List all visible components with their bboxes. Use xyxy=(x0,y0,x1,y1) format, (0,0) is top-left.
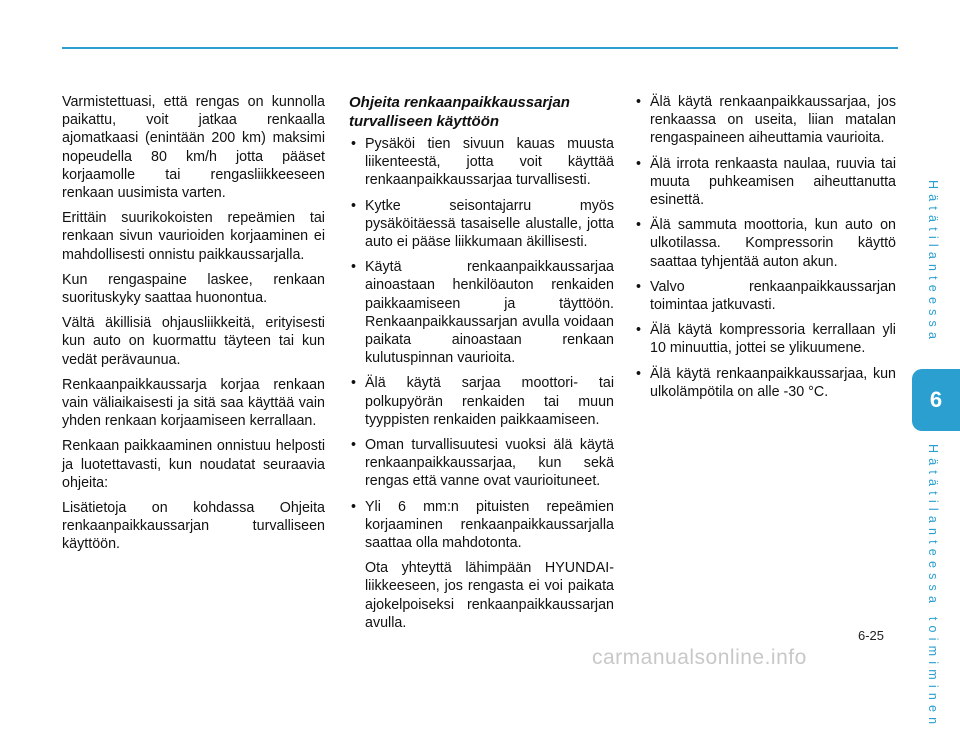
list-item-followup: Ota yhteyttä lähimpään HYUNDAI-liikkeeseen, jos rengasta ei voi paikata ajokelpoiseksi renkaanpaikkaussarjan avulla. xyxy=(365,560,614,631)
list-item-text: Älä sammuta moottoria, kun auto on ulkotilassa. Kompressorin käyttö saattaa tyhjentää auton akun. xyxy=(650,217,896,270)
list-item-text: Pysäköi tien sivuun kauas muusta liikenteestä, jotta voit käyttää renkaanpaikkaussarjaa turvallisesti. xyxy=(365,136,614,189)
list-item xyxy=(634,365,896,401)
list-item-text: Älä käytä renkaanpaikkaussarjaa, kun ulkolämpötila on alle -30 °C. xyxy=(650,365,896,400)
list-item xyxy=(349,436,614,491)
page-number: 6-25 xyxy=(858,628,885,643)
bullet-icon: • xyxy=(636,94,642,110)
list-item xyxy=(634,93,896,148)
paragraph: Erittäin suurikokoisten repeämien tai renkaan sivun vaurioiden korjaaminen ei mahdollisesti onnistu paikkaussarjalla. xyxy=(62,210,325,263)
section-heading: Ohjeita renkaanpaikkaussarjan turvalliseen käyttöön xyxy=(349,94,570,130)
warning-bullet-list xyxy=(634,93,896,401)
bullet-icon: • xyxy=(636,278,642,295)
list-item xyxy=(634,321,896,357)
list-item xyxy=(349,374,614,429)
list-item-text: Oman turvallisuutesi vuoksi älä käytä renkaanpaikkaussarjaa, kun sekä rengas että vanne ovat vaurioituneet. xyxy=(365,437,614,490)
list-item xyxy=(349,197,614,252)
paragraph: Varmistettuasi, että rengas on kunnolla paikattu, voit jatkaa renkaalla ajomatkaasi (enintään 200 km) maksimi nopeudella 80 km/h jotta pääset korjaamolle tai rengasliikkeeseen renkaan uusimista varten. xyxy=(62,94,325,202)
section-side-label-lower xyxy=(922,444,940,729)
bullet-icon: • xyxy=(351,197,357,214)
bullet-icon: • xyxy=(351,437,357,454)
bullet-icon: • xyxy=(636,322,642,339)
list-item xyxy=(634,155,896,210)
watermark: carmanualsonline.info xyxy=(592,646,807,669)
bullet-icon: • xyxy=(351,259,357,276)
chapter-tab xyxy=(912,369,960,431)
side-label-lower: Hätätilanteessa toimiminen xyxy=(926,444,940,729)
header-rule xyxy=(62,47,898,49)
list-item-text: Kytke seisontajarru myös pysäköitäessä tasaiselle alustalle, jotta auto ei pääse liikkumaan äkillisesti. xyxy=(365,197,614,251)
paragraph: Renkaan paikkaaminen onnistuu helposti ja luotettavasti, kun noudatat seuraavia ohjeita: xyxy=(62,438,325,491)
paragraph: Vältä äkillisiä ohjausliikkeitä, erityisesti kun auto on kuormattu täyteen tai kun vedät perävaunua. xyxy=(62,315,325,368)
side-label-upper: Hätätilanteessa xyxy=(926,180,940,345)
chapter-number: 6 xyxy=(929,387,943,412)
bullet-icon: • xyxy=(636,155,642,172)
middle-column xyxy=(349,93,614,639)
paragraph: Kun rengaspaine laskee, renkaan suorituskyky saattaa huonontua. xyxy=(62,271,325,307)
list-item xyxy=(349,498,614,632)
list-item xyxy=(634,278,896,314)
list-item xyxy=(349,135,614,190)
left-column xyxy=(62,93,325,561)
list-item-text: Valvo renkaanpaikkaussarjan toimintaa jatkuvasti. xyxy=(650,278,896,314)
list-item-text: Yli 6 mm:n pituisten repeämien korjaaminen renkaanpaikkaussarjalla saattaa olla mahdotonta. xyxy=(365,498,614,552)
bullet-icon: • xyxy=(636,365,642,382)
list-item-text: Älä käytä kompressoria kerrallaan yli 10 minuuttia, jottei se ylikuumene. xyxy=(650,322,896,357)
bullet-icon: • xyxy=(351,136,357,152)
bullet-icon: • xyxy=(351,498,357,515)
list-item-text: Älä käytä sarjaa moottori- tai polkupyörän renkaiden tai muun tyyppisten renkaiden paikkaamiseen. xyxy=(365,375,614,428)
list-item xyxy=(634,216,896,271)
safety-bullet-list xyxy=(349,135,614,632)
list-item-text: Älä irrota renkaasta naulaa, ruuvia tai muuta puhkeamisen aiheuttanutta esinettä. xyxy=(650,155,896,209)
bullet-icon: • xyxy=(636,217,642,234)
list-item xyxy=(349,258,614,367)
paragraph: Renkaanpaikkaussarja korjaa renkaan vain väliaikaisesti ja sitä saa käyttää vain yhden renkaan korjaamiseen kerrallaan. xyxy=(62,376,325,430)
right-column xyxy=(634,93,896,408)
paragraph: Lisätietoja on kohdassa Ohjeita renkaanpaikkaussarjan turvalliseen käyttöön. xyxy=(62,500,325,553)
bullet-icon: • xyxy=(351,375,357,392)
list-item-text: Käytä renkaanpaikkaussarjaa ainoastaan henkilöauton renkaiden paikkaamiseen ja täyttöön. Renkaanpaikkaussarjan avulla voidaan paikata ainoastaan renkaan kulutuspinnan vaurioita. xyxy=(365,259,614,367)
list-item-text: Älä käytä renkaanpaikkaussarjaa, jos renkaassa on useita, liian matalan rengaspaineen aiheuttamia vaurioita. xyxy=(650,94,896,147)
